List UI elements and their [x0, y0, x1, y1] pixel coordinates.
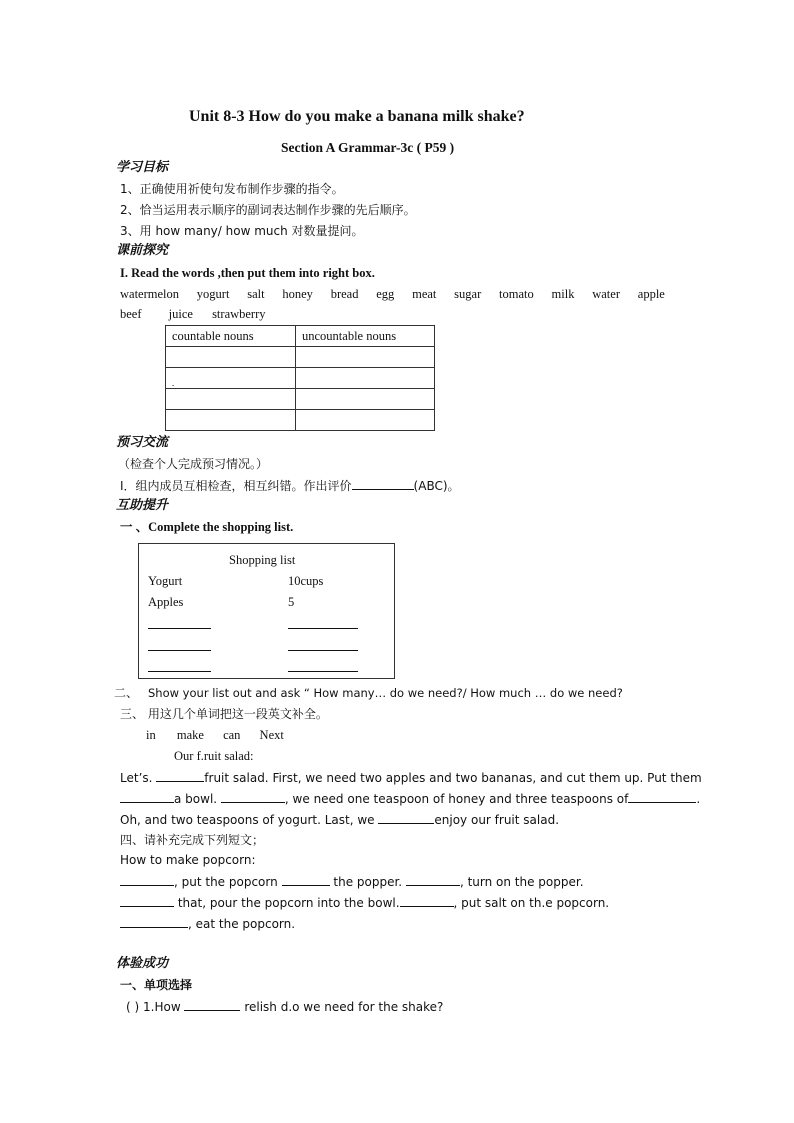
table-row — [166, 389, 435, 410]
popcorn-text: that, pour the popcorn into the bowl. — [177, 896, 400, 910]
table-row — [166, 347, 435, 368]
task3-text: 三、 用这几个单词把这一段英文补全。 — [120, 707, 328, 721]
table-cell[interactable] — [166, 347, 296, 368]
word: egg — [376, 287, 395, 301]
popcorn-blank-2[interactable] — [282, 873, 330, 886]
word: meat — [412, 287, 437, 301]
goals-heading: 学习目标 — [116, 160, 169, 175]
word: strawberry — [212, 307, 266, 321]
salad-blank-3[interactable] — [221, 790, 285, 803]
table-header-row — [166, 326, 435, 347]
preview-task: I. Read the words ,then put them into right box. — [120, 266, 375, 280]
shopping-task: 一 、Complete the shopping list. — [120, 520, 294, 534]
word: honey — [282, 287, 313, 301]
word: juice — [168, 307, 193, 321]
salad-text: Let’s. — [120, 771, 153, 785]
popcorn-blank-3[interactable] — [406, 873, 460, 886]
shopping-item-blank[interactable] — [148, 638, 211, 651]
table-cell[interactable]: . — [166, 368, 296, 389]
salad-text: Oh, and two teaspoons of yogurt. Last, we — [120, 813, 375, 827]
popcorn-blank-5[interactable] — [400, 894, 454, 907]
word: yogurt — [196, 287, 230, 301]
shopping-item-blank[interactable] — [148, 659, 211, 672]
goal-item: 2、恰当运用表示顺序的副词表达制作步骤的先后顺序。 — [120, 203, 416, 217]
task2-number: 二、 — [114, 686, 139, 700]
shopping-item: Yogurt — [148, 574, 183, 588]
page-title: Unit 8-3 How do you make a banana milk shake? — [189, 108, 525, 125]
salad-text: enjoy our fruit salad. — [434, 813, 560, 827]
task2-text: Show your list out and ask “ How many… do we need?/ How much … do we need? — [148, 686, 623, 700]
column-header-uncountable: uncountable nouns — [296, 326, 435, 347]
popcorn-line2 — [120, 894, 609, 911]
word: beef — [120, 307, 142, 321]
shopping-qty: 5 — [288, 595, 295, 609]
word-bank-item: Next — [259, 728, 284, 742]
popcorn-blank-4[interactable] — [120, 894, 174, 907]
word-bank-item: in — [146, 728, 156, 742]
table-cell[interactable] — [296, 368, 435, 389]
exchange-heading: 预习交流 — [116, 435, 169, 450]
shopping-item-blank[interactable] — [148, 616, 211, 629]
success-heading: 体验成功 — [116, 956, 169, 971]
question-1 — [126, 998, 443, 1015]
shopping-qty-blank[interactable] — [288, 638, 358, 651]
word-list-line2 — [120, 306, 266, 322]
single-choice-heading: 一、单项选择 — [120, 978, 193, 992]
word-list-line1 — [120, 286, 665, 302]
answer-paren[interactable]: ( ) — [126, 1000, 140, 1014]
popcorn-blank-1[interactable] — [120, 873, 174, 886]
salad-text: . — [696, 792, 701, 806]
improve-heading: 互助提升 — [116, 498, 169, 513]
table-cell[interactable] — [296, 410, 435, 431]
word-bank — [146, 727, 284, 743]
word: salt — [247, 287, 265, 301]
salad-text: , we need one teaspoon of honey and three teaspoons of — [284, 792, 629, 806]
popcorn-text: , turn on the popper. — [459, 875, 584, 889]
preview-heading: 课前探究 — [116, 243, 169, 258]
salad-blank-4[interactable] — [628, 790, 696, 803]
exchange-item1 — [120, 477, 460, 494]
word: water — [592, 287, 620, 301]
table-cell[interactable] — [296, 389, 435, 410]
popcorn-blank-6[interactable] — [120, 915, 188, 928]
salad-line2 — [120, 790, 700, 807]
goal-item: 1、正确使用祈使句发布制作步骤的指令。 — [120, 182, 344, 196]
question-text: 1.How — [143, 1000, 181, 1014]
word: bread — [330, 287, 359, 301]
salad-text: fruit salad. First, we need two apples and two bananas, and cut them up. Put them — [204, 771, 702, 785]
task4-text: 四、请补充完成下列短文； — [120, 833, 265, 847]
shopping-item: Apples — [148, 595, 184, 609]
word: tomato — [499, 287, 534, 301]
salad-line1 — [120, 769, 702, 786]
exchange-item1-text: I．组内成员互相检查，相互纠错。作出评价 — [120, 479, 352, 493]
table-cell[interactable] — [166, 389, 296, 410]
evaluation-blank[interactable] — [352, 477, 414, 490]
popcorn-line3 — [120, 915, 295, 932]
question-text: relish d.o we need for the shake? — [244, 1000, 444, 1014]
nouns-table — [165, 325, 435, 431]
popcorn-text: , eat the popcorn. — [188, 917, 296, 931]
column-header-countable: countable nouns — [166, 326, 296, 347]
goal-item: 3、用 how many/ how much 对数量提问。 — [120, 224, 364, 238]
table-cell[interactable] — [296, 347, 435, 368]
shopping-list-box — [138, 543, 395, 679]
table-row — [166, 368, 435, 389]
salad-line3 — [120, 811, 559, 828]
salad-title: Our f.ruit salad: — [174, 749, 254, 763]
popcorn-line1 — [120, 873, 584, 890]
shopping-qty: 10cups — [288, 574, 324, 588]
salad-blank-2[interactable] — [120, 790, 174, 803]
shopping-qty-blank[interactable] — [288, 659, 358, 672]
section-subtitle: Section A Grammar-3c ( P59 ) — [281, 140, 455, 155]
shopping-qty-blank[interactable] — [288, 616, 358, 629]
shopping-list-title: Shopping list — [229, 553, 296, 567]
question-blank[interactable] — [184, 998, 240, 1011]
exchange-note: （检查个人完成预习情况。） — [118, 457, 269, 471]
word-bank-item: make — [176, 728, 204, 742]
word: sugar — [454, 287, 482, 301]
salad-blank-1[interactable] — [156, 769, 204, 782]
table-cell[interactable] — [166, 410, 296, 431]
word: watermelon — [120, 287, 180, 301]
table-row — [166, 410, 435, 431]
word: apple — [637, 287, 665, 301]
word: milk — [551, 287, 575, 301]
salad-text: a bowl. — [174, 792, 218, 806]
salad-blank-5[interactable] — [378, 811, 434, 824]
popcorn-text: , put the popcorn — [174, 875, 278, 889]
word-bank-item: can — [223, 728, 241, 742]
exchange-item1-suffix: (ABC)。 — [413, 479, 460, 493]
popcorn-text: the popper. — [333, 875, 403, 889]
popcorn-title: How to make popcorn: — [120, 853, 256, 867]
popcorn-text: , put salt on th.e popcorn. — [453, 896, 610, 910]
